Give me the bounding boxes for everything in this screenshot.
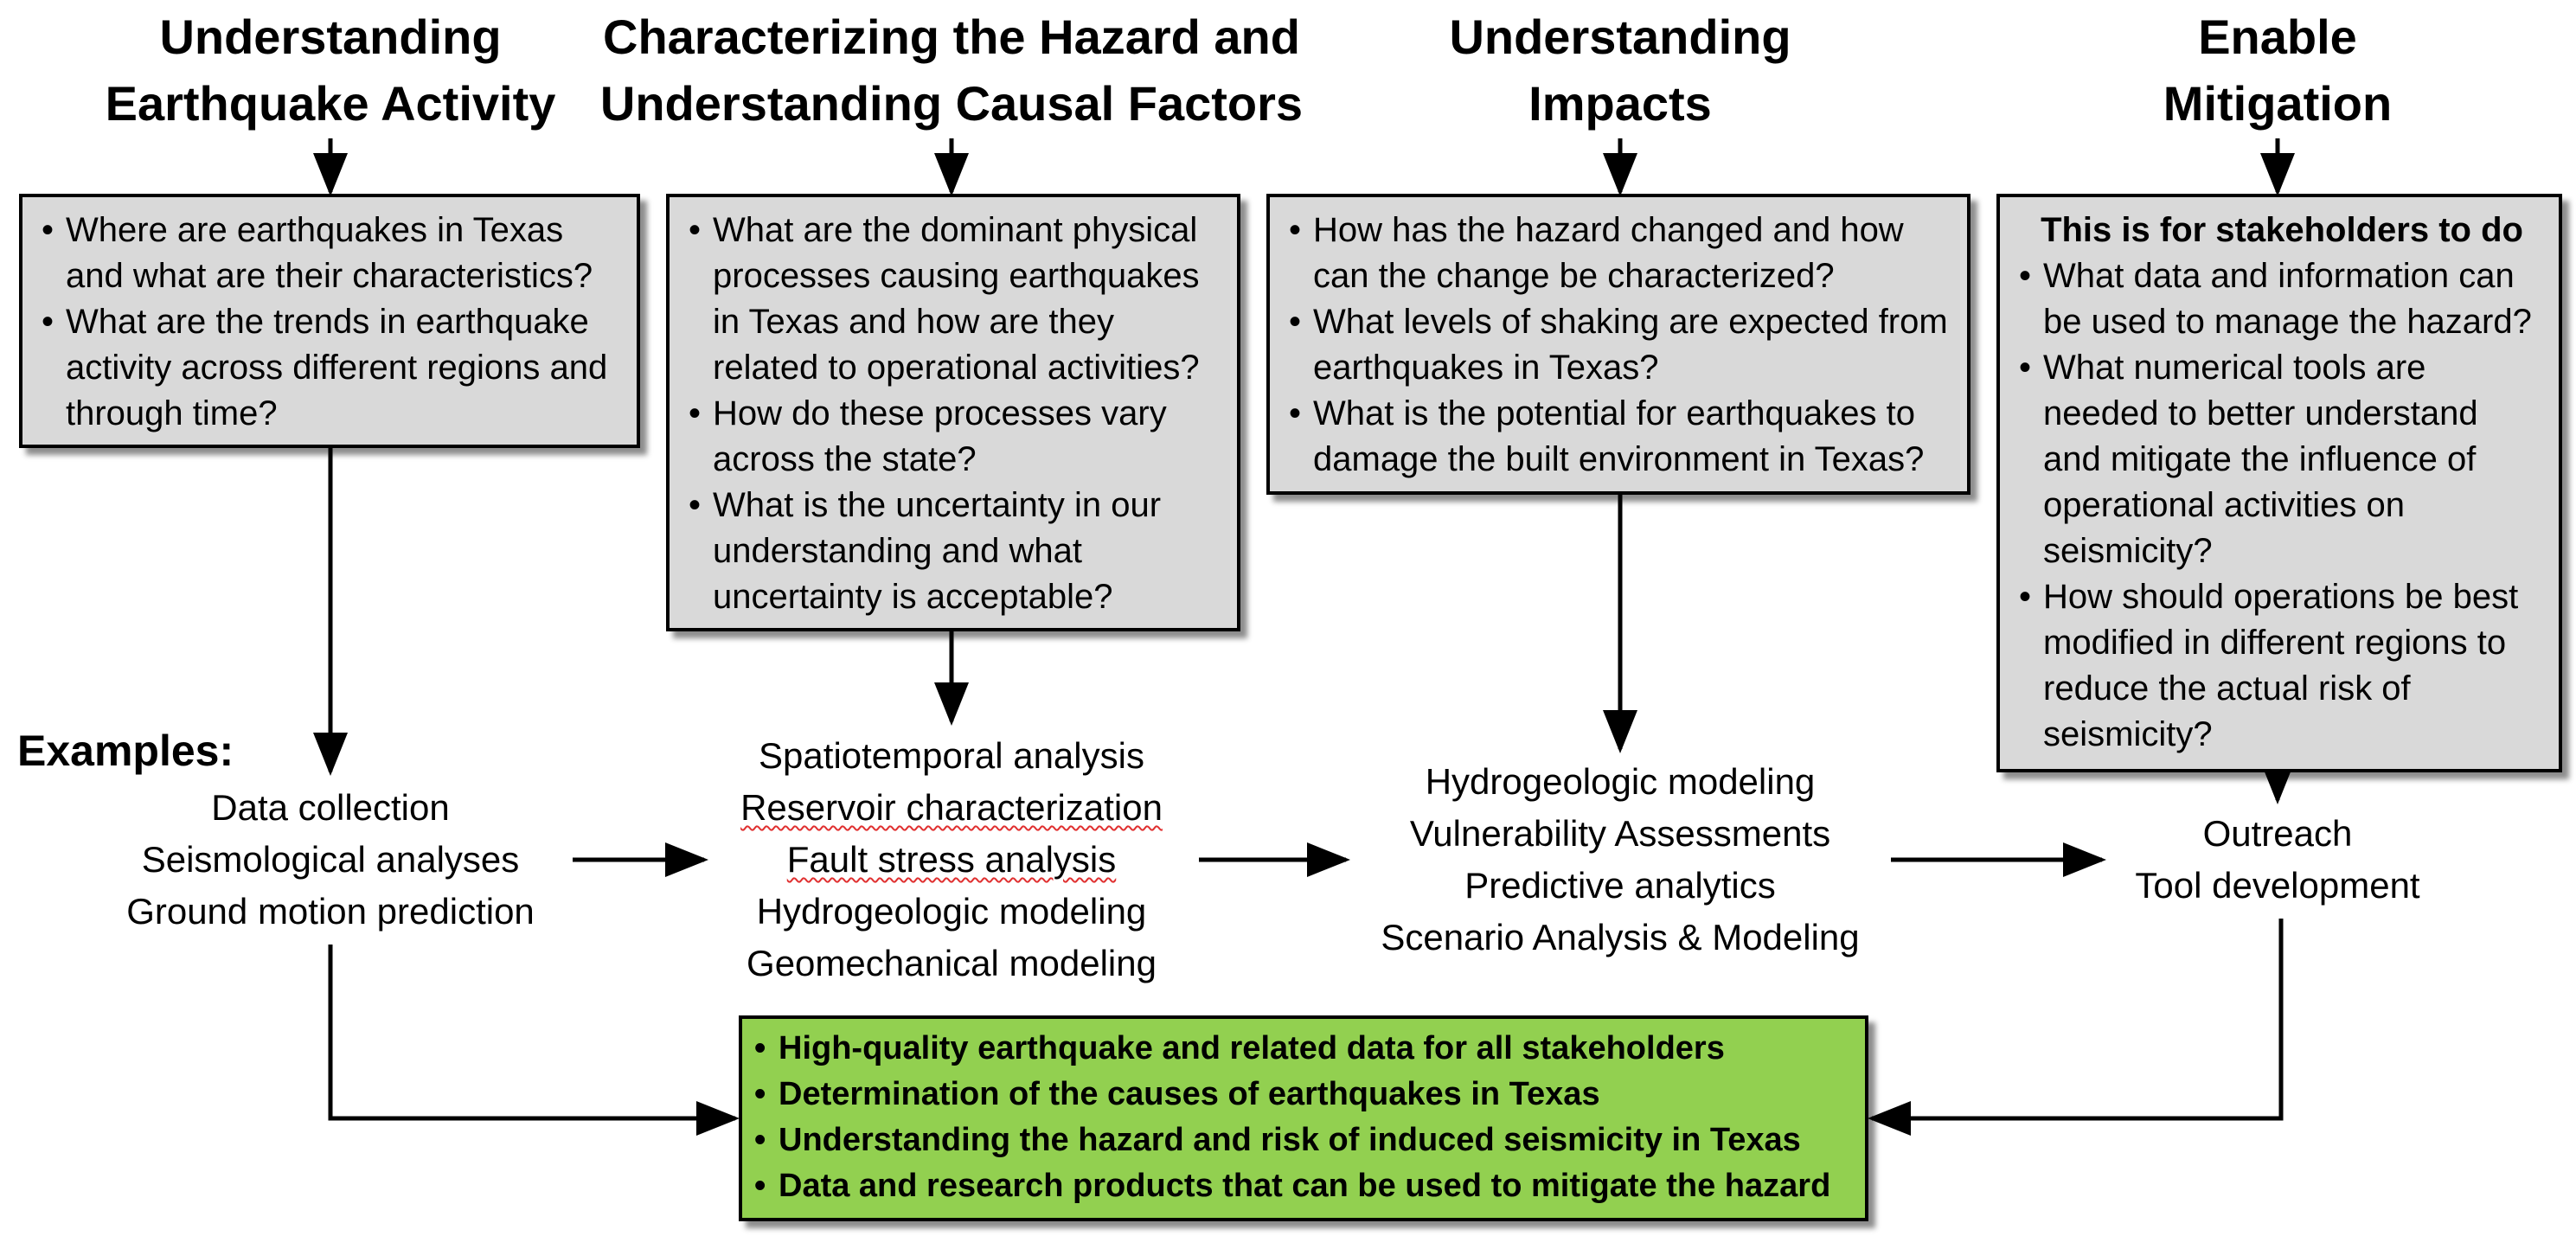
question-item: • What is the uncertainty in our understanding and what uncertainty is acceptable?	[689, 483, 1223, 620]
example-item: Vulnerability Assessments	[1409, 813, 1831, 854]
question-item: • What are the trends in earthquake activity across different regions and through time?	[42, 299, 623, 437]
question-item: • What levels of shaking are expected from earthquakes in Texas?	[1289, 299, 1953, 391]
question-item: • What is the potential for earthquakes to damage the built environment in Texas?	[1289, 391, 1953, 483]
example-item: Reservoir characterization	[740, 787, 1163, 828]
column-header-3: Understanding Impacts	[1449, 10, 1791, 131]
question-item: • How should operations be best modified in different regions to reduce the actual risk of seismicity?	[2019, 574, 2545, 758]
example-item: Hydrogeologic modeling	[1425, 761, 1816, 802]
column-header-1: Understanding Earthquake Activity	[105, 10, 556, 131]
question-item: • Where are earthquakes in Texas and what are their characteristics?	[42, 208, 623, 299]
examples-group-4	[2061, 808, 2494, 912]
outcome-item: • Understanding the hazard and risk of induced seismicity in Texas	[754, 1118, 1851, 1163]
question-box-2	[666, 194, 1240, 631]
stakeholder-note: This is for stakeholders to do	[2041, 211, 2523, 249]
example-item: Spatiotemporal analysis	[759, 735, 1144, 776]
column-header-4: Enable Mitigation	[2163, 10, 2393, 131]
column-header-2: Characterizing the Hazard and Understanding Causal Factors	[599, 10, 1304, 131]
examples-group-3	[1335, 756, 1906, 964]
example-item: Geomechanical modeling	[747, 943, 1157, 983]
outcome-item: • Determination of the causes of earthquakes in Texas	[754, 1072, 1851, 1118]
example-item: Scenario Analysis & Modeling	[1381, 917, 1860, 957]
examples-group-1	[71, 782, 590, 938]
question-item: • How has the hazard changed and how can the change be characterized?	[1289, 208, 1953, 299]
examples-group-2	[692, 730, 1211, 989]
arrow-ex1-outcomes	[330, 945, 735, 1118]
example-item: Hydrogeologic modeling	[756, 891, 1147, 932]
question-item: • What data and information can be used to manage the hazard?	[2019, 253, 2545, 345]
question-item: • What are the dominant physical processes causing earthquakes in Texas and how are they related to operational activities?	[689, 208, 1223, 391]
example-item: Tool development	[2135, 865, 2420, 906]
example-item: Outreach	[2202, 813, 2353, 854]
outcome-item: • Data and research products that can be used to mitigate the hazard	[754, 1163, 1851, 1209]
example-item: Seismological analyses	[141, 839, 520, 880]
arrow-ex4-outcomes	[1872, 919, 2281, 1118]
example-item: Data collection	[211, 787, 450, 828]
examples-label: Examples:	[17, 727, 234, 775]
question-item: • What numerical tools are needed to better understand and mitigate the influence of operational activities on seismicity?	[2019, 345, 2545, 574]
example-item: Fault stress analysis	[786, 839, 1117, 880]
question-box-3	[1266, 194, 1970, 495]
question-box-1	[19, 194, 640, 448]
outcomes-box	[739, 1015, 1868, 1221]
example-item: Predictive analytics	[1464, 865, 1776, 906]
question-box-4	[1996, 194, 2562, 772]
outcome-item: • High-quality earthquake and related data for all stakeholders	[754, 1026, 1851, 1072]
question-item: • How do these processes vary across the state?	[689, 391, 1223, 483]
example-item: Ground motion prediction	[126, 891, 535, 932]
